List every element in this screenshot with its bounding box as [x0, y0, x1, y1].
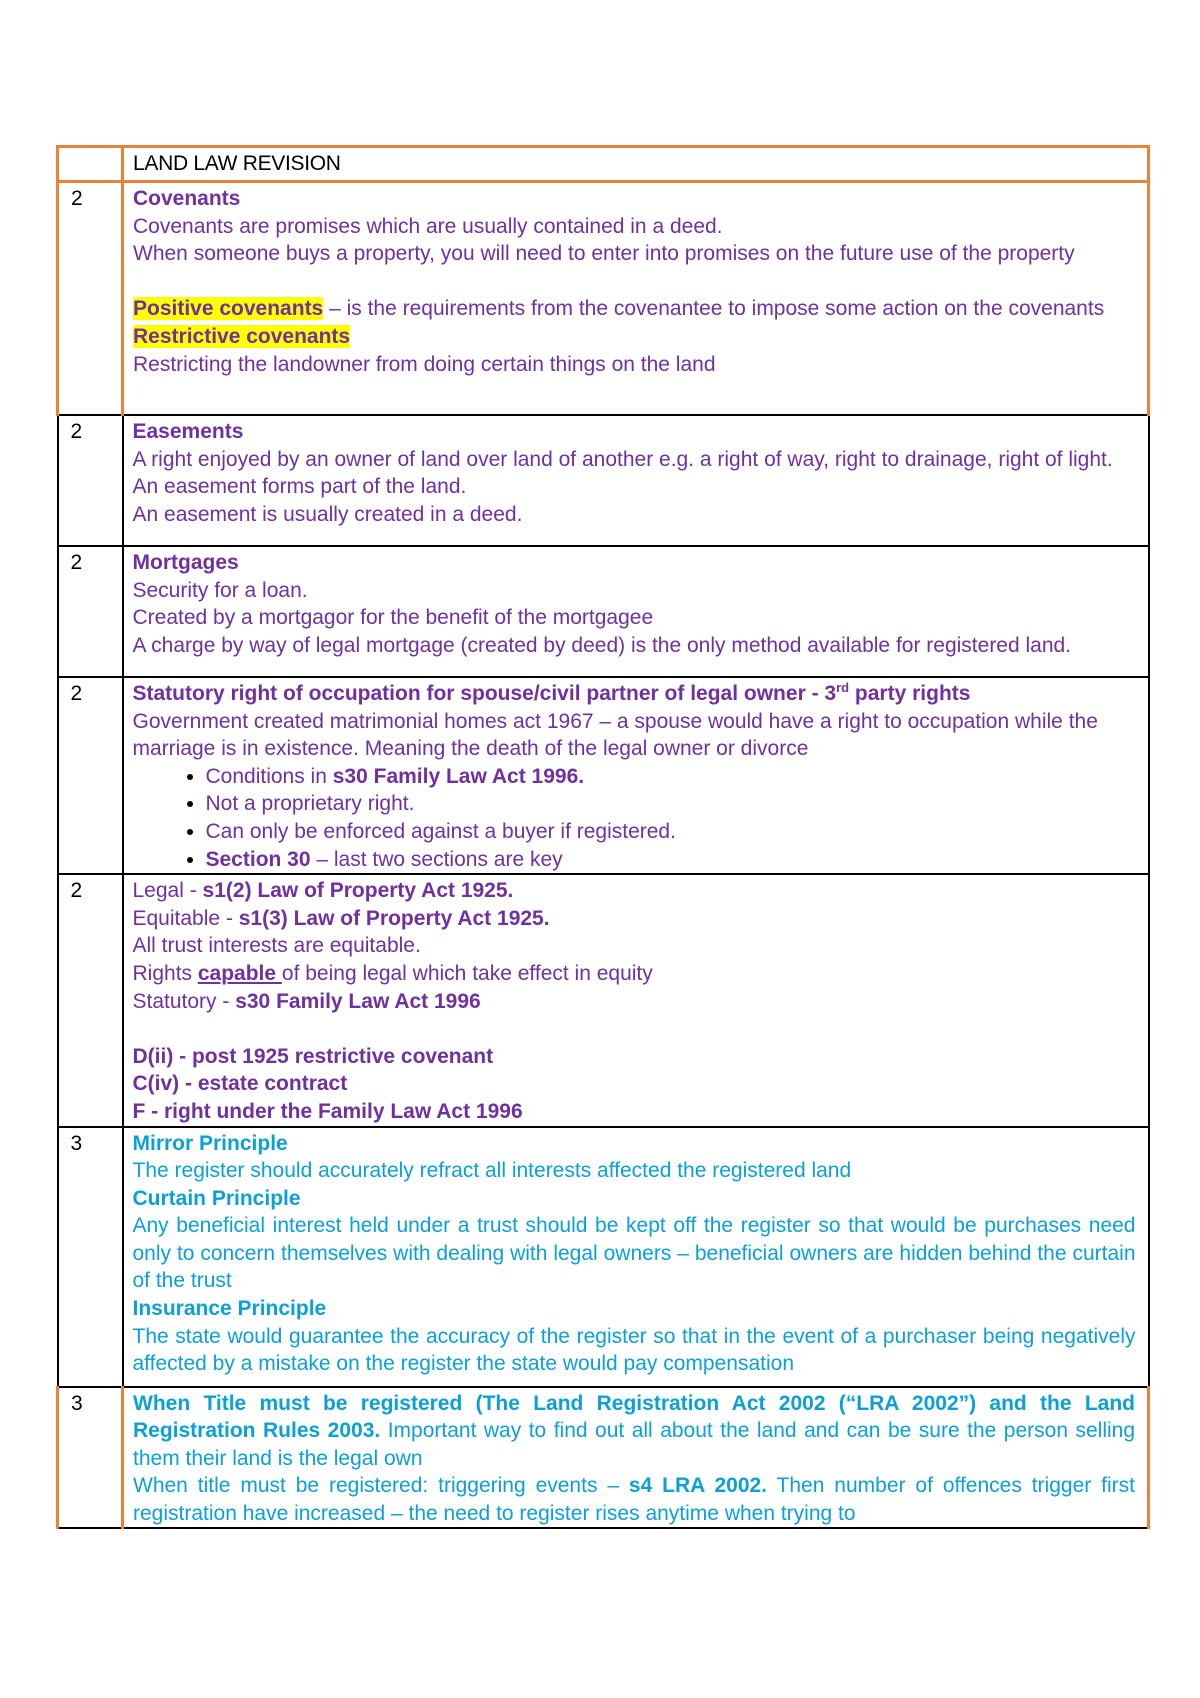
- triggering-events-para: When title must be registered: triggering events – s4 LRA 2002. Then number of offences trigger first registration have increased – the need to register rises anytime when trying to: [133, 1474, 1135, 1525]
- easements-line-2: An easement forms part of the land.: [132, 475, 467, 499]
- mortgages-title: Mortgages: [132, 551, 239, 574]
- row-number: 2: [58, 677, 123, 874]
- class-d-ii: D(ii) - post 1925 restrictive covenant: [132, 1044, 494, 1068]
- list-item: • Section 30 – last two sections are key: [206, 846, 1136, 874]
- equitable-line: Equitable - s1(3) Law of Property Act 1925.: [132, 906, 550, 930]
- insurance-principle-text: The state would guarantee the accuracy of the register so that in the event of a purchaser being negatively affected by a mistake on the register the state would pay compensation: [132, 1324, 1136, 1376]
- rights-line: Rights capable of being legal which take effect in equity: [132, 961, 653, 985]
- header-num-cell: [58, 147, 123, 182]
- list-item: • Conditions in s30 Family Law Act 1996.: [206, 763, 1136, 791]
- table-row-mortgages: [58, 546, 1149, 677]
- row-number: 2: [58, 182, 123, 416]
- trust-line: All trust interests are equitable.: [132, 934, 421, 958]
- curtain-principle-text: Any beneficial interest held under a trust should be kept off the register so that would be purchases need only to concern themselves with dealing with legal owners – beneficial owners are hidden behind the curtain of the trust: [132, 1214, 1136, 1293]
- mirror-principle-title: Mirror Principle: [132, 1131, 288, 1155]
- legal-line: Legal - s1(2) Law of Property Act 1925.: [132, 879, 514, 903]
- list-item: • Not a proprietary right.: [206, 790, 1136, 818]
- easements-line-1: A right enjoyed by an owner of land over land of another e.g. a right of way, right to drainage, right of light.: [132, 447, 1113, 471]
- restrictive-covenants-text: Restricting the landowner from doing certain things on the land: [133, 352, 716, 376]
- curtain-principle-title: Curtain Principle: [132, 1186, 301, 1210]
- mortgages-cell: [123, 546, 1149, 677]
- table-row-statutory-right: [58, 677, 1149, 874]
- title-registration-cell: [123, 1387, 1149, 1529]
- restrictive-covenants-label: Restrictive covenants: [133, 324, 351, 348]
- easements-cell: [123, 415, 1149, 546]
- title-registration-para: When Title must be registered (The Land Registration Act 2002 (“LRA 2002”) and the Land Registration Rules 2003. Important way to find out all about the land and can be sure the person selling them their land is the legal own: [133, 1391, 1136, 1470]
- class-c-iv: C(iv) - estate contract: [132, 1072, 348, 1096]
- row-number: 3: [58, 1127, 123, 1387]
- class-f: F - right under the Family Law Act 1996: [132, 1099, 523, 1123]
- row-number: 2: [58, 546, 123, 677]
- mortgages-line-2: Created by a mortgagor for the benefit of the mortgagee: [132, 606, 654, 630]
- covenants-line-2: When someone buys a property, you will need to enter into promises on the future use of the property: [133, 242, 1075, 266]
- covenants-line-1: Covenants are promises which are usually contained in a deed.: [133, 214, 723, 238]
- positive-covenants-text: – is the requirements from the covenantee to impose some action on the covenants: [323, 297, 1105, 321]
- list-item: • Can only be enforced against a buyer if registered.: [206, 818, 1136, 846]
- row-number: 2: [58, 874, 123, 1126]
- easements-title: Easements: [132, 420, 244, 443]
- easements-line-3: An easement is usually created in a deed.: [132, 502, 523, 526]
- insurance-principle-title: Insurance Principle: [132, 1297, 327, 1321]
- table-row-principles: [58, 1127, 1149, 1387]
- table-row-legal-equitable: [58, 874, 1149, 1126]
- mortgages-line-1: Security for a loan.: [132, 578, 308, 602]
- table-header-row: [58, 147, 1149, 182]
- mirror-principle-text: The register should accurately refract all interests affected the registered land: [132, 1159, 852, 1183]
- table-row-title-registration: [58, 1387, 1149, 1529]
- statutory-line: Statutory - s30 Family Law Act 1996: [132, 989, 481, 1013]
- statutory-right-bullets: [133, 763, 1136, 873]
- table-row-covenants: [58, 182, 1149, 416]
- covenants-title: Covenants: [133, 187, 241, 210]
- row-number: 3: [58, 1387, 123, 1529]
- principles-cell: [123, 1127, 1149, 1387]
- legal-equitable-cell: [123, 874, 1149, 1126]
- statutory-right-cell: [123, 677, 1149, 874]
- table-title: LAND LAW REVISION: [123, 147, 1149, 182]
- revision-table: [56, 145, 1150, 1529]
- statutory-right-title: Statutory right of occupation for spouse/civil partner of legal owner - 3rd party rights: [132, 680, 971, 705]
- row-number: 2: [58, 415, 123, 546]
- statutory-right-text: Government created matrimonial homes act 1967 – a spouse would have a right to occupation while the marriage is in existence. Meaning the death of the legal owner or divorce: [132, 709, 1098, 761]
- mortgages-line-3: A charge by way of legal mortgage (created by deed) is the only method available for registered land.: [132, 633, 1072, 657]
- covenants-cell: [123, 182, 1149, 416]
- table-row-easements: [58, 415, 1149, 546]
- positive-covenants-label: Positive covenants: [133, 297, 324, 321]
- positive-covenants-para: [133, 295, 1135, 323]
